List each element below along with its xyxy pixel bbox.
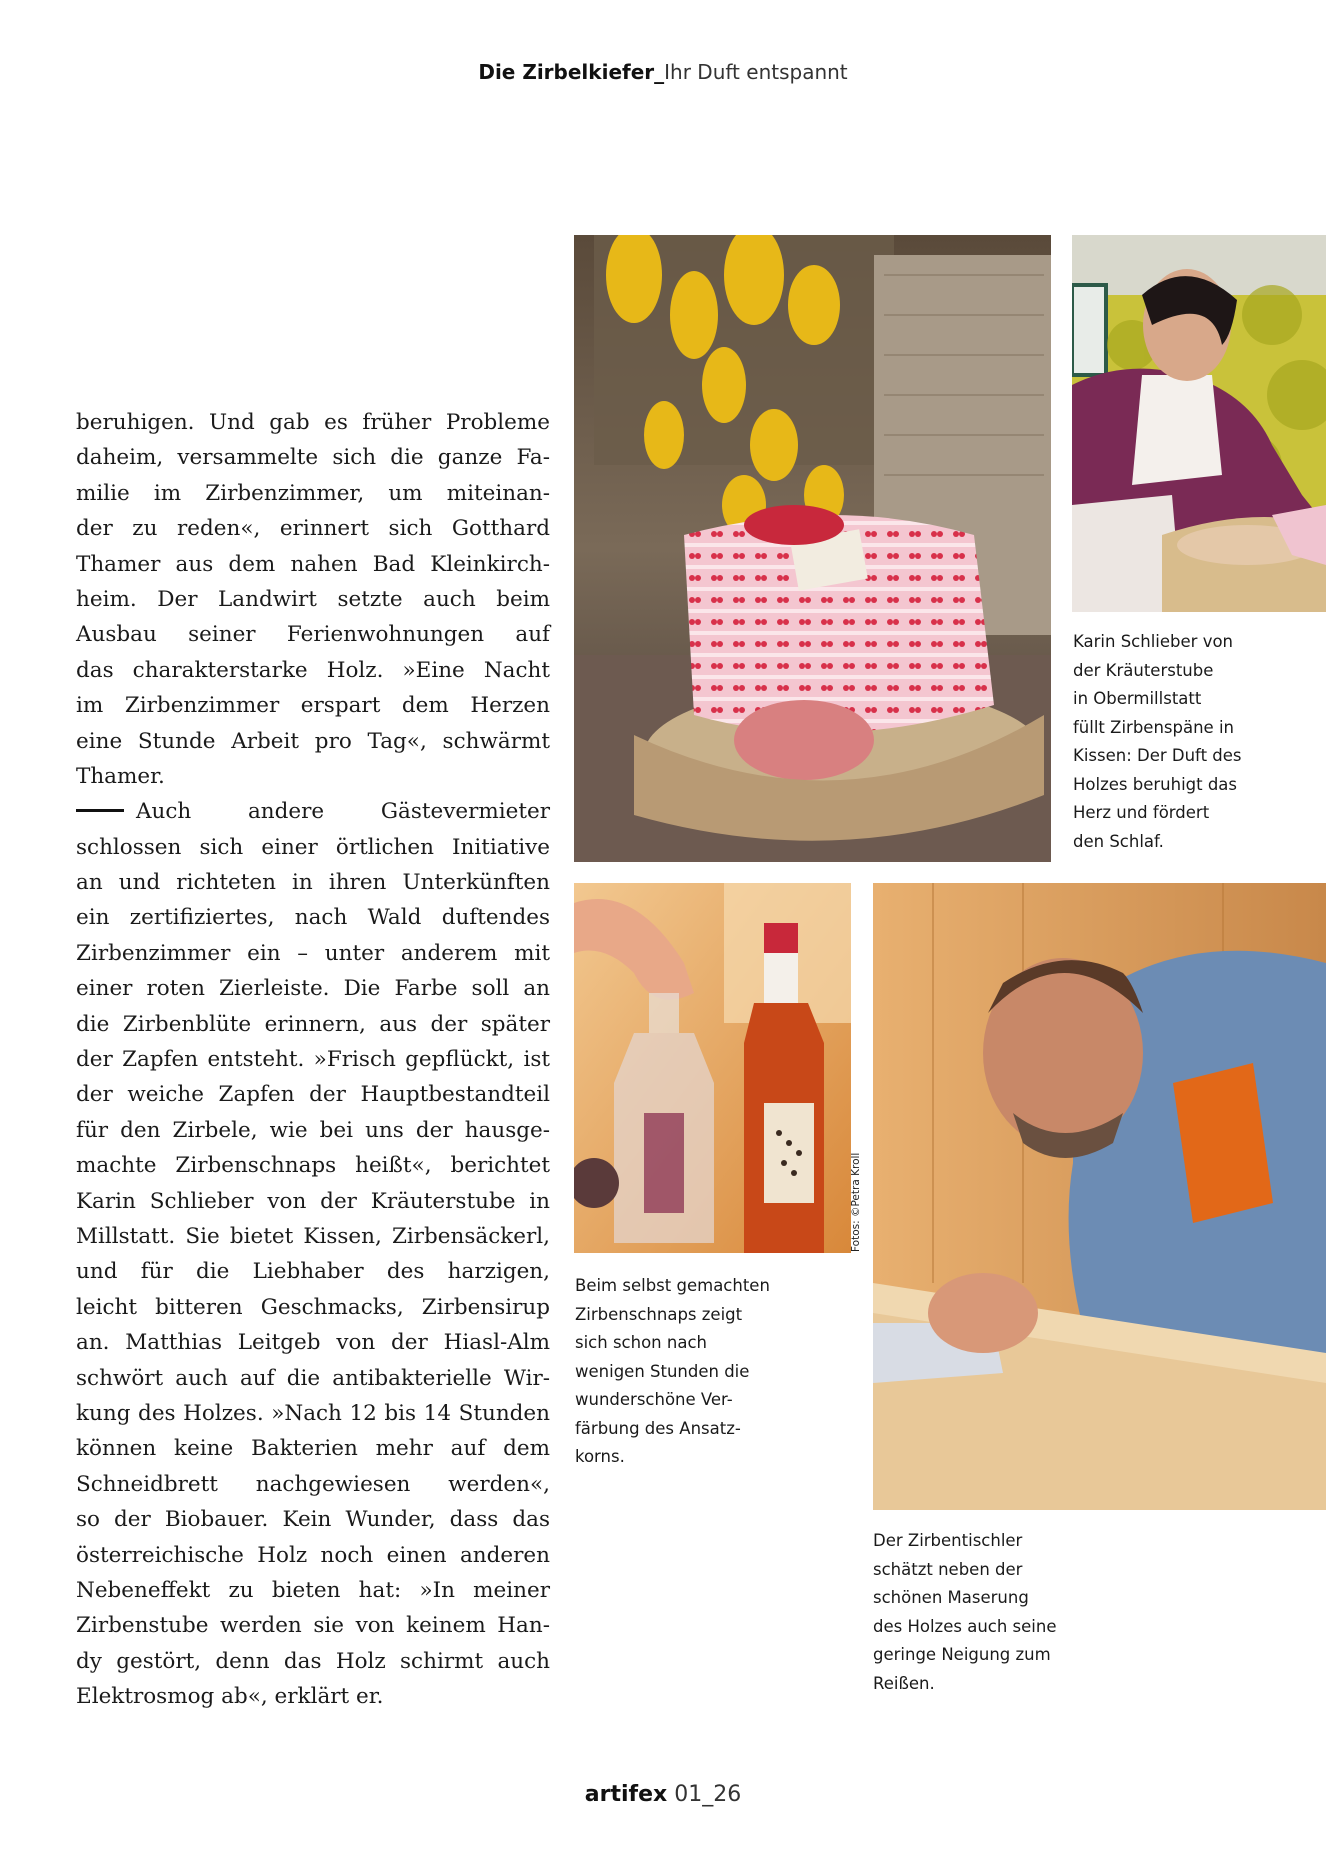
paragraph-start-line: [76, 794, 550, 829]
caption-line: füllt Zirbenspäne in: [1073, 717, 1234, 737]
text-line: Zirbenzimmer ein – unter anderem mit: [76, 940, 550, 966]
caption-line: schätzt neben der: [873, 1559, 1023, 1579]
text-line: dy gestört, denn das Holz schirmt auch: [76, 1648, 550, 1674]
text-line: Nebeneffekt zu bieten hat: »In meiner: [76, 1577, 550, 1603]
text-line: österreichische Holz noch einen anderen: [76, 1542, 550, 1568]
section-title: Die Zirbelkiefer_: [478, 60, 665, 84]
running-header: [0, 58, 1326, 86]
text-line: heim. Der Landwirt setzte auch beim: [76, 586, 550, 612]
schnaps-photo-illustration: [574, 883, 851, 1253]
caption-line: korns.: [575, 1447, 625, 1466]
photo-credit: Fotos: ©Petra Kroll: [850, 1152, 862, 1252]
magazine-brand: artifex: [584, 1782, 668, 1807]
section-subtitle: Ihr Duft entspannt: [664, 60, 848, 84]
text-line: für den Zirbele, wie bei uns der hausge-: [76, 1117, 550, 1143]
text-line: die Zirbenblüte erinnern, aus der später: [76, 1011, 550, 1037]
text-line: daheim, versammelte sich die ganze Fa-: [76, 445, 550, 471]
page-footer: [0, 1780, 1326, 1810]
text-line: kung des Holzes. »Nach 12 bis 14 Stunden: [76, 1400, 550, 1426]
text-line: einer roten Zierleiste. Die Farbe soll an: [76, 976, 550, 1002]
text-line: Ausbau seiner Ferienwohnungen auf: [76, 622, 550, 648]
woman-photo-illustration: [1072, 235, 1326, 612]
text-line: Thamer aus dem nahen Bad Kleinkirch-: [76, 551, 550, 577]
caption-line: geringe Neigung zum: [873, 1645, 1051, 1664]
text-line: im Zirbenzimmer erspart dem Herzen: [76, 693, 550, 719]
caption-line: Holzes beruhigt das: [1073, 774, 1238, 794]
article-body: [76, 405, 550, 1714]
text-line: Schneidbrett nachgewiesen werden«,: [76, 1471, 550, 1497]
issue-number: 01_26: [667, 1782, 742, 1807]
caption-line: Herz und fördert: [1073, 803, 1210, 822]
photo-zirbenschnaps: [574, 883, 851, 1253]
basket-photo-illustration: [574, 235, 1051, 862]
text-line: das charakterstarke Holz. »Eine Nacht: [76, 657, 550, 683]
photo-woman-filling-pillows: [1072, 235, 1326, 612]
text-line: beruhigen. Und gab es früher Probleme: [76, 410, 550, 435]
text-line: Elektrosmog ab«, erklärt er.: [76, 1684, 384, 1710]
caption-line: den Schlaf.: [1073, 831, 1164, 851]
caption-line: Der Zirbentischler: [873, 1531, 1023, 1550]
text-line: der Zapfen entsteht. »Frisch gepflückt, ist: [76, 1047, 550, 1073]
text-line: Auch andere Gästevermieter: [136, 799, 550, 825]
text-line: milie im Zirbenzimmer, um miteinan-: [76, 480, 550, 506]
carpenter-photo-illustration: [873, 883, 1326, 1510]
photo-zirbentischler: [873, 883, 1326, 1510]
caption-schnaps: [575, 1272, 845, 1472]
text-line: an und richteten in ihren Unterkünften: [76, 870, 550, 896]
text-line: schwört auch auf die antibakterielle Wir-: [76, 1365, 550, 1391]
text-line: Zirbenstube werden sie von keinem Han-: [76, 1613, 550, 1639]
caption-line: Kissen: Der Duft des: [1073, 746, 1242, 765]
caption-line: Karin Schlieber von: [1073, 632, 1234, 651]
caption-line: schönen Maserung: [873, 1588, 1029, 1607]
caption-line: der Kräuterstube: [1073, 660, 1214, 680]
text-line: Karin Schlieber von der Kräuterstube in: [76, 1188, 550, 1214]
text-line: eine Stunde Arbeit pro Tag«, schwärmt: [76, 728, 550, 754]
text-line: können keine Bakterien mehr auf dem: [76, 1436, 550, 1462]
caption-line: sich schon nach: [575, 1333, 707, 1352]
caption-line: färbung des Ansatz-: [575, 1418, 741, 1438]
caption-line: Zirbenschnaps zeigt: [575, 1304, 743, 1324]
photo-basket-pillow: [574, 235, 1051, 862]
text-line: und für die Liebhaber des harzigen,: [76, 1259, 550, 1285]
caption-line: wenigen Stunden die: [575, 1361, 750, 1381]
text-line: der zu reden«, erinnert sich Gotthard: [76, 516, 550, 542]
caption-woman: [1073, 628, 1313, 856]
caption-carpenter: [873, 1527, 1133, 1698]
text-line: leicht bitteren Geschmacks, Zirbensirup: [76, 1294, 550, 1320]
text-line: der weiche Zapfen der Hauptbestandteil: [76, 1082, 550, 1108]
caption-line: des Holzes auch seine: [873, 1616, 1057, 1636]
text-line: Thamer.: [76, 763, 165, 789]
caption-line: wunderschöne Ver-: [575, 1390, 733, 1409]
text-line: an. Matthias Leitgeb von der Hiasl-Alm: [76, 1330, 550, 1356]
caption-line: in Obermillstatt: [1073, 689, 1202, 708]
text-line: schlossen sich einer örtlichen Initiative: [76, 834, 550, 860]
paragraph-dash-marker: [76, 809, 124, 812]
caption-line: Reißen.: [873, 1673, 935, 1693]
caption-line: Beim selbst gemachten: [575, 1276, 770, 1295]
text-line: Millstatt. Sie bietet Kissen, Zirbensäckerl,: [76, 1223, 550, 1249]
text-line: ein zertifiziertes, nach Wald duftendes: [76, 905, 550, 931]
text-line: machte Zirbenschnaps heißt«, berichtet: [76, 1153, 550, 1179]
text-line: so der Biobauer. Kein Wunder, dass das: [76, 1507, 550, 1533]
